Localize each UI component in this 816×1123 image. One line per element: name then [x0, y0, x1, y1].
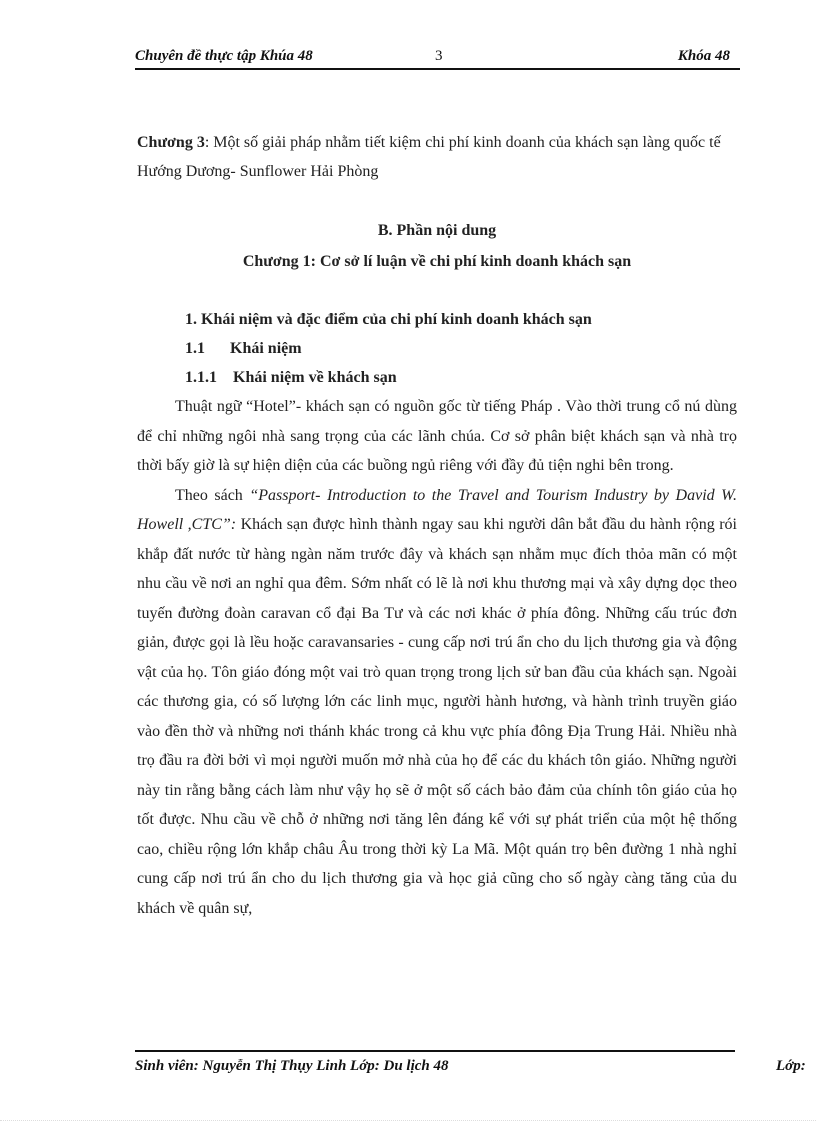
section-1-heading: 1. Khái niệm và đặc điểm của chi phí kinh doanh khách sạn	[185, 311, 592, 328]
section-1-1-number: 1.1	[185, 340, 205, 357]
paragraph-passport	[137, 481, 737, 924]
chapter1-title: Chương 1: Cơ sở lí luận về chi phí kinh doanh khách sạn	[242, 253, 632, 270]
paragraph-passport-lead: Theo sách	[175, 486, 250, 504]
footer-class-label: Lớp:	[776, 1058, 806, 1074]
footer-rule	[135, 1050, 735, 1052]
header-title: Chuyên đề thực tập Khúa 48	[135, 48, 313, 64]
section-1-1-1-heading	[185, 363, 737, 392]
paragraph-passport-body: Khách sạn được hình thành ngay sau khi người dân bắt đầu du hành rộng rói khắp đất nước từ hàng ngàn năm trước đây và khách sạn nhằm mục đích thỏa mãn có một nhu cầu về nơi an nghỉ qua đêm. Sớm nhất có lẽ là nơi khu thương mại và xây dựng dọc theo tuyến đường đoàn caravan cổ đại Ba Tư và các nơi khác ở phía đông. Những cấu trúc đơn giản, được gọi là lều hoặc caravansaries - cung cấp nơi trú ẩn cho du lịch thương gia và động vật của họ. Tôn giáo đóng một vai trò quan trọng trong lịch sử ban đầu của khách sạn. Ngoài các thương gia, có số lượng lớn các linh mục, người hành hương, và hành trình truyền giáo vào đền thờ và những nơi thánh khác trong cả khu vực phía đông Địa Trung Hải. Nhiều nhà trọ đầu ra đời bởi vì mọi người muốn mở nhà của họ để các du khách tôn giáo. Những người này tin rằng bằng cách làm như vậy họ sẽ ở một số cách bảo đảm của chính tôn giáo của họ tốt được. Nhu cầu về chỗ ở những nơi tăng lên đáng kể với sự phát triển của một hệ thống cao, chiều rộng lớn khắp châu Âu trong thời kỳ La Mã. Một quán trọ bên đường 1 nhà nghỉ cung cấp nơi trú ẩn cho du lịch thương gia và học giả cũng cho số ngày càng tăng của du khách về quân sự,	[137, 516, 738, 917]
paragraph-hotel-origin: Thuật ngữ “Hotel”- khách sạn có nguồn gốc từ tiếng Pháp . Vào thời trung cổ nú dùng để chỉ những ngôi nhà sang trọng của các lãnh chúa. Cơ sở phân biệt khách sạn và nhà trọ thời bấy giờ là sự hiện diện của các buồng ngủ riêng với đầy đủ tiện nghi bên trong.	[137, 398, 737, 474]
section-1-1-1-number: 1.1.1	[185, 369, 217, 386]
chapter3-label: Chương 3	[137, 134, 205, 151]
chapter3-line	[137, 128, 737, 186]
section-1-1-title: Khái niệm	[230, 340, 302, 357]
page-header	[135, 48, 740, 70]
part-title: B. Phần nội dung	[377, 222, 497, 239]
chapter3-text: : Một số giải pháp nhằm tiết kiệm chi phí kinh doanh của khách sạn làng quốc tế Hướng Dương- Sunflower Hải Phòng	[137, 134, 721, 180]
document-body	[137, 128, 737, 923]
footer-student: Sinh viên: Nguyễn Thị Thụy Linh Lớp: Du lịch 48	[135, 1058, 449, 1074]
header-course: Khóa 48	[677, 48, 730, 64]
page-bottom-divider	[0, 1120, 816, 1121]
paragraph-passport-citation: “Passport- Introduction to the Travel and Tourism Industry by David W. Howell ,CTC”:	[137, 486, 737, 533]
section-1-1-1-title: Khái niệm về khách sạn	[233, 369, 397, 386]
section-1-1-heading	[185, 334, 737, 363]
page-number: 3	[435, 48, 443, 64]
